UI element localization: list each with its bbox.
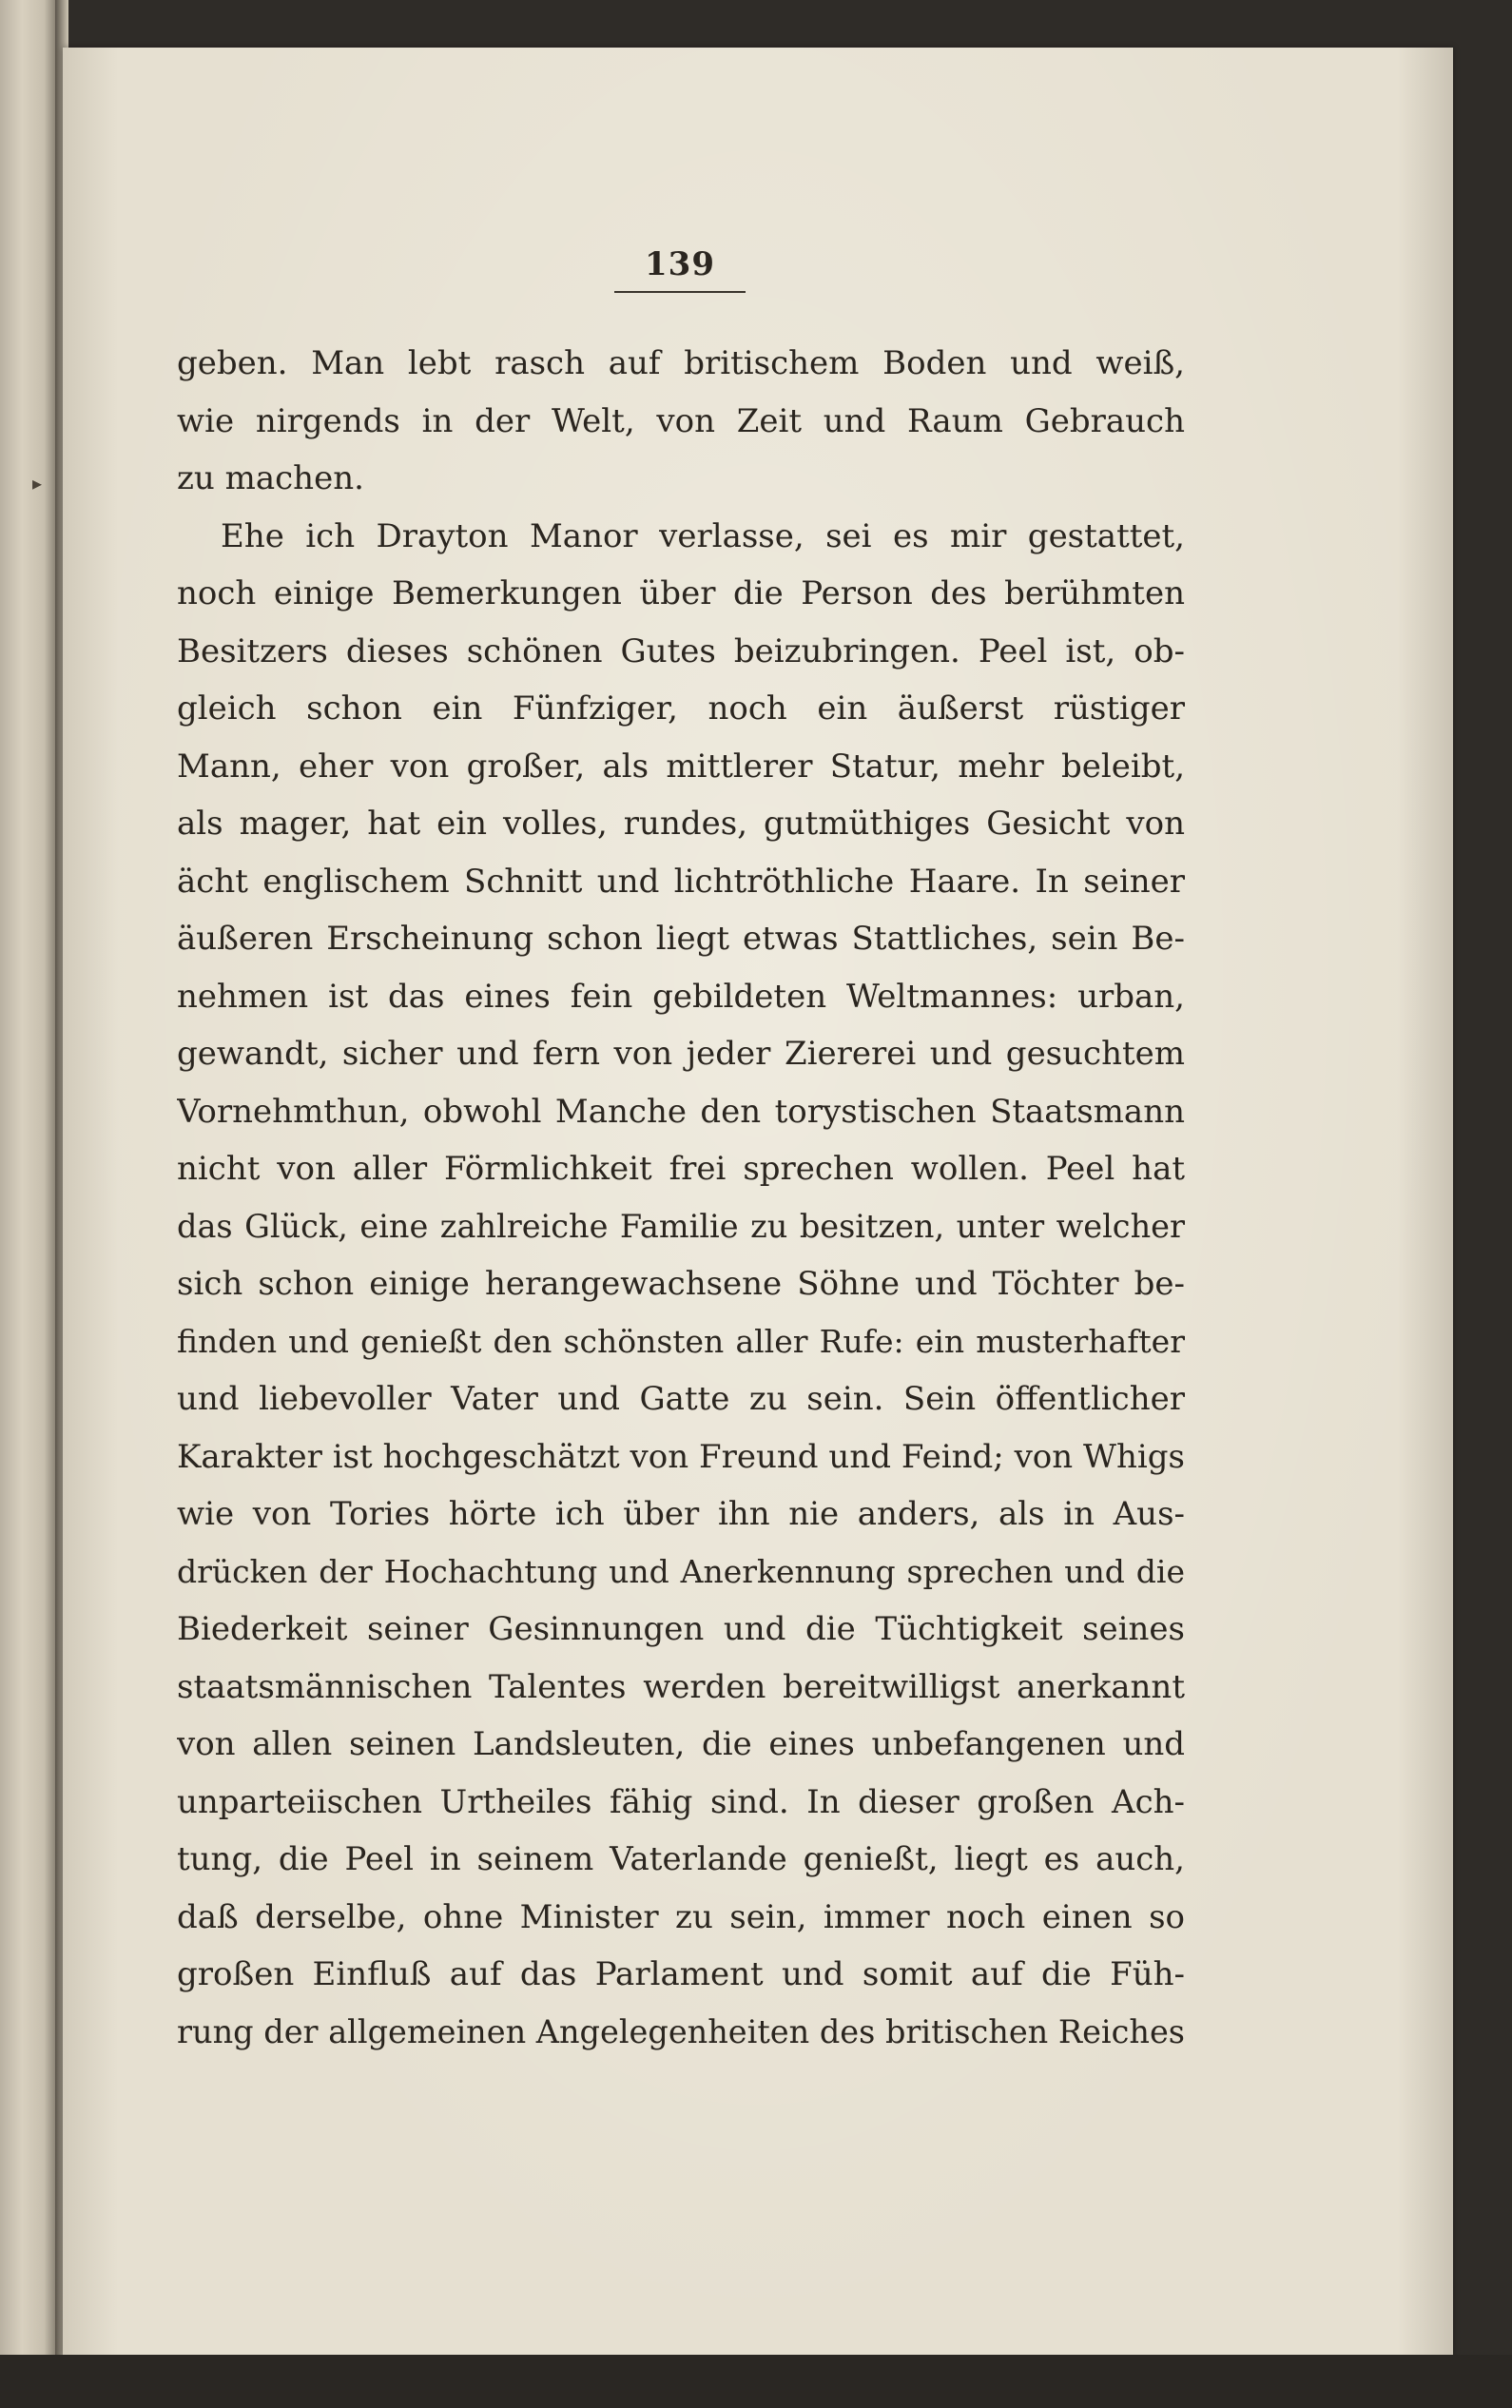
text-line: nicht von aller Förmlichkeit frei sprechen wollen. Peel hat <box>177 1150 1185 1188</box>
text-line: Mann, eher von großer, als mittlerer Statur, mehr beleibt, <box>177 747 1185 786</box>
text-line: das Glück, eine zahlreiche Familie zu besitzen, unter welcher <box>177 1207 1185 1245</box>
text-line: Ehe ich Drayton Manor verlasse, sei es mir gestattet, <box>221 516 1185 555</box>
text-line: gleich schon ein Fünfziger, noch ein äußerst rüstiger <box>177 689 1185 728</box>
text-line: rung der allgemeinen Angelegenheiten des britischen Reiches <box>177 2012 1185 2050</box>
text-line: gewandt, sicher und fern von jeder Ziererei und gesuchtem <box>177 1035 1185 1073</box>
text-line: unparteiischen Urtheiles fähig sind. In dieser großen Ach- <box>177 1782 1185 1821</box>
text-line: nehmen ist das eines fein gebildeten Weltmannes: urban, <box>177 977 1185 1016</box>
page-number-rule <box>614 291 746 293</box>
text-line: Vornehmthun, obwohl Manche den torystischen Staatsmann <box>177 1092 1185 1131</box>
page-number: 139 <box>645 245 715 283</box>
text-line: äußeren Erscheinung schon liegt etwas Stattliches, sein Be- <box>177 920 1185 958</box>
text-line: wie nirgends in der Welt, von Zeit und Raum Gebrauch <box>177 401 1185 440</box>
text-line: daß derselbe, ohne Minister zu sein, immer noch einen so <box>177 1897 1185 1936</box>
text-line: geben. Man lebt rasch auf britischem Boden und weiß, <box>177 344 1185 382</box>
text-line: Besitzers dieses schönen Gutes beizubringen. Peel ist, ob- <box>177 631 1185 670</box>
text-line: als mager, hat ein volles, rundes, gutmüthiges Gesicht von <box>177 805 1185 843</box>
text-line: und liebevoller Vater und Gatte zu sein. Sein öffentlicher <box>177 1380 1185 1418</box>
text-line: tung, die Peel in seinem Vaterlande genießt, liegt es auch, <box>177 1840 1185 1878</box>
text-line: staatsmännischen Talentes werden bereitwilligst anerkannt <box>177 1667 1185 1706</box>
text-line: ächt englischem Schnitt und lichtröthliche Haare. In seiner <box>177 862 1185 901</box>
text-line: finden und genießt den schönsten aller Rufe: ein musterhafter <box>177 1322 1185 1360</box>
text-line: Biederkeit seiner Gesinnungen und die Tüchtigkeit seines <box>177 1610 1185 1648</box>
scan-background <box>0 2355 1512 2408</box>
body-text <box>177 335 1185 2061</box>
text-line: sich schon einige herangewachsene Söhne und Töchter be- <box>177 1265 1185 1303</box>
text-line: wie von Tories hörte ich über ihn nie anders, als in Aus- <box>177 1495 1185 1533</box>
text-line: von allen seinen Landsleuten, die eines unbefangenen und <box>177 1725 1185 1763</box>
text-line: zu machen. <box>177 459 364 497</box>
text-line: großen Einfluß auf das Parlament und somit auf die Füh- <box>177 1955 1185 1993</box>
text-line: Karakter ist hochgeschätzt von Freund und Feind; von Whigs <box>177 1437 1185 1476</box>
text-line: noch einige Bemerkungen über die Person des berühmten <box>177 574 1185 612</box>
margin-mark: ▸ <box>32 472 43 495</box>
text-line: drücken der Hochachtung und Anerkennung sprechen und die <box>177 1552 1185 1590</box>
left-page-edge <box>0 0 55 2408</box>
